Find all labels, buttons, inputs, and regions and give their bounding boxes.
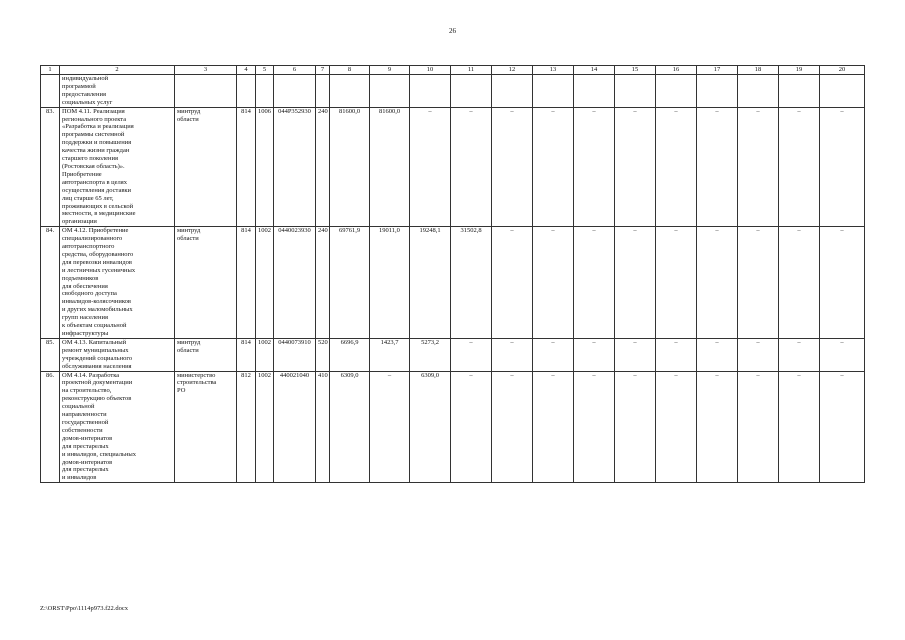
value-cell: –	[697, 338, 738, 371]
table-row	[41, 338, 865, 371]
row-number: 83.	[41, 107, 60, 227]
header-cell: 7	[316, 66, 330, 75]
value-cell: –	[451, 338, 492, 371]
row-number	[41, 75, 60, 108]
header-cell: 6	[274, 66, 316, 75]
value-cell: –	[533, 107, 574, 227]
value-cell: –	[656, 338, 697, 371]
value-cell: 5273,2	[410, 338, 451, 371]
value-cell: –	[615, 107, 656, 227]
value-cell: –	[820, 338, 865, 371]
code-cell: 1002	[256, 227, 274, 339]
value-cell: –	[697, 227, 738, 339]
executor: минтруд области	[175, 338, 237, 371]
value-cell: 19011,0	[370, 227, 410, 339]
code-cell: 1006	[256, 107, 274, 227]
value-cell: –	[574, 371, 615, 483]
table-row	[41, 107, 865, 227]
value-cell: –	[615, 227, 656, 339]
header-cell: 20	[820, 66, 865, 75]
measure-name: ОМ 4.13. Капитальный ремонт муниципальных учреждений социального обслуживания населения	[60, 338, 175, 371]
header-cell: 18	[738, 66, 779, 75]
measure-name: ПОМ 4.11. Реализация регионального проекта «Разработка и реализация программы системной поддержки и повышения качества жизни граждан старшего поколения (Ростовская область)». Приобретение автотранспорта в целях осуществления доставки лиц старше 65 лет, проживающих в сельской местности, в медицинские организации	[60, 107, 175, 227]
value-cell: 31502,8	[451, 227, 492, 339]
header-cell: 2	[60, 66, 175, 75]
value-cell: –	[697, 371, 738, 483]
value-cell	[820, 75, 865, 108]
measure-name: ОМ 4.14. Разработка проектной документации на строительство, реконструкцию объектов социальной направленности государственной собственности домов-интернатов для престарелых и инвалидов, специальных домов-интернатов для престарелых и инвалидов	[60, 371, 175, 483]
value-cell: –	[779, 371, 820, 483]
measure-name: ОМ 4.12. Приобретение специализированного автотранспортного средства, оборудованного для перевозки инвалидов и лестничных гусеничных подъемников для обеспечения свободного доступа инвалидов-колясочников и других маломобильных групп населения к объектам социальной инфраструктуры	[60, 227, 175, 339]
executor: минтруд области	[175, 107, 237, 227]
code-cell	[316, 75, 330, 108]
code-cell: 812	[237, 371, 256, 483]
column-number-row	[41, 66, 865, 75]
header-cell: 3	[175, 66, 237, 75]
header-cell: 19	[779, 66, 820, 75]
header-cell: 13	[533, 66, 574, 75]
value-cell: –	[492, 338, 533, 371]
value-cell: –	[533, 338, 574, 371]
value-cell: –	[410, 107, 451, 227]
value-cell: –	[738, 338, 779, 371]
value-cell	[370, 75, 410, 108]
value-cell	[533, 75, 574, 108]
value-cell: 6309,0	[410, 371, 451, 483]
header-cell: 5	[256, 66, 274, 75]
code-cell: 1002	[256, 338, 274, 371]
value-cell: –	[492, 371, 533, 483]
value-cell: –	[615, 338, 656, 371]
header-cell: 8	[330, 66, 370, 75]
value-cell: –	[370, 371, 410, 483]
code-cell	[237, 75, 256, 108]
code-cell: 240	[316, 107, 330, 227]
value-cell: –	[615, 371, 656, 483]
value-cell: –	[738, 371, 779, 483]
value-cell: –	[738, 107, 779, 227]
value-cell: 19248,1	[410, 227, 451, 339]
row-number: 86.	[41, 371, 60, 483]
header-cell: 12	[492, 66, 533, 75]
value-cell	[779, 75, 820, 108]
code-cell: 814	[237, 338, 256, 371]
value-cell: –	[779, 338, 820, 371]
header-cell: 10	[410, 66, 451, 75]
code-cell: 814	[237, 227, 256, 339]
value-cell	[615, 75, 656, 108]
row-number: 84.	[41, 227, 60, 339]
value-cell: –	[820, 371, 865, 483]
value-cell: –	[492, 107, 533, 227]
value-cell: –	[574, 227, 615, 339]
value-cell: –	[738, 227, 779, 339]
value-cell: –	[574, 107, 615, 227]
value-cell: 69761,9	[330, 227, 370, 339]
value-cell	[738, 75, 779, 108]
value-cell: –	[820, 227, 865, 339]
value-cell	[492, 75, 533, 108]
code-cell	[256, 75, 274, 108]
value-cell: –	[656, 107, 697, 227]
executor: министерство строительства РО	[175, 371, 237, 483]
value-cell: 81600,0	[330, 107, 370, 227]
value-cell: 81600,0	[370, 107, 410, 227]
header-cell: 9	[370, 66, 410, 75]
value-cell: 1423,7	[370, 338, 410, 371]
value-cell: –	[492, 227, 533, 339]
executor	[175, 75, 237, 108]
code-cell: 440021040	[274, 371, 316, 483]
value-cell: –	[574, 338, 615, 371]
value-cell: –	[697, 107, 738, 227]
value-cell: –	[533, 227, 574, 339]
value-cell: –	[820, 107, 865, 227]
code-cell: 0440023930	[274, 227, 316, 339]
page-number: 26	[449, 27, 456, 35]
value-cell: –	[779, 227, 820, 339]
code-cell: 0440073910	[274, 338, 316, 371]
code-cell: 1002	[256, 371, 274, 483]
code-cell: 520	[316, 338, 330, 371]
header-cell: 11	[451, 66, 492, 75]
table-row	[41, 371, 865, 483]
value-cell	[330, 75, 370, 108]
header-cell: 1	[41, 66, 60, 75]
header-cell: 15	[615, 66, 656, 75]
value-cell: –	[779, 107, 820, 227]
value-cell	[410, 75, 451, 108]
value-cell: 6696,9	[330, 338, 370, 371]
value-cell: –	[656, 371, 697, 483]
code-cell: 814	[237, 107, 256, 227]
budget-table	[40, 65, 865, 483]
value-cell	[656, 75, 697, 108]
value-cell: –	[451, 107, 492, 227]
code-cell: 044P352930	[274, 107, 316, 227]
measure-name: индивидуальной программой предоставления социальных услуг	[60, 75, 175, 108]
table-row	[41, 75, 865, 108]
value-cell: –	[656, 227, 697, 339]
code-cell	[274, 75, 316, 108]
header-cell: 4	[237, 66, 256, 75]
code-cell: 410	[316, 371, 330, 483]
header-cell: 16	[656, 66, 697, 75]
value-cell: 6309,0	[330, 371, 370, 483]
value-cell: –	[533, 371, 574, 483]
code-cell: 240	[316, 227, 330, 339]
value-cell	[697, 75, 738, 108]
value-cell	[451, 75, 492, 108]
file-path-footer: Z:\ORST\Ppo\1114p973.f22.docx	[40, 605, 128, 612]
header-cell: 17	[697, 66, 738, 75]
header-cell: 14	[574, 66, 615, 75]
table-row	[41, 227, 865, 339]
value-cell: –	[451, 371, 492, 483]
value-cell	[574, 75, 615, 108]
executor: минтруд области	[175, 227, 237, 339]
row-number: 85.	[41, 338, 60, 371]
